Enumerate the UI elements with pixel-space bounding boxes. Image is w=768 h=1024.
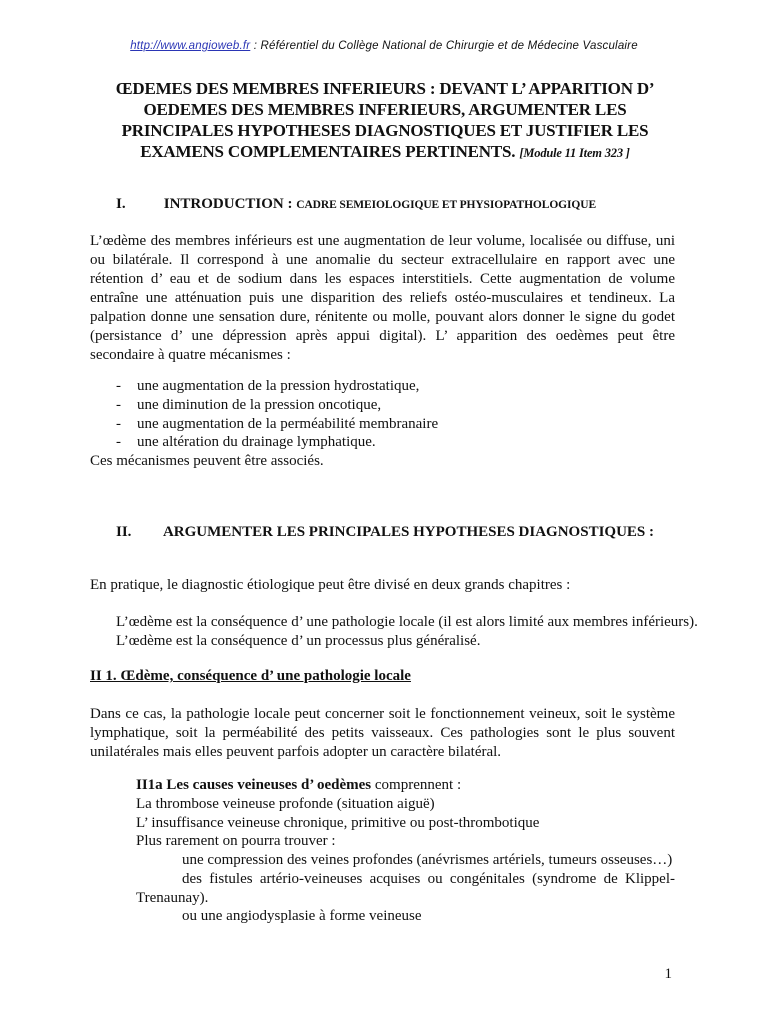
venous-sub-item-1: une compression des veines profondes (anévrismes artériels, tumeurs osseuses…) [182,852,673,868]
page-number: 1 [664,966,672,982]
venous-heading [136,777,461,794]
venous-item-1: La thrombose veineuse profonde (situation aiguë) [136,796,435,812]
section-2-title: ARGUMENTER LES PRINCIPALES HYPOTHESES DIAGNOSTIQUES : [162,524,655,540]
mechanism-item-3: une augmentation de la perméabilité membranaire [137,416,439,432]
chapter-item-1: L’œdème est la conséquence d’ une pathologie locale (il est alors limité aux membres inférieurs). [116,614,698,630]
mechanism-item-1: une augmentation de la pression hydrostatique, [137,378,420,394]
title-main: ŒDEMES DES MEMBRES INFERIEURS : DEVANT L’ APPARITION D’ OEDEMES DES MEMBRES INFERIEURS, ARGUMENTER LES PRINCIPALES HYPOTHESES DIAGNOSTIQUES ET JUSTIFIER LES EXAMENS COMPLEMENTAIRES PERTINENTS. [115,79,655,161]
list-dash: - [116,397,121,413]
list-dash: - [116,416,121,432]
page-header [0,40,768,52]
section-2-number: II. [116,524,132,540]
chapter-item-2: L’œdème est la conséquence d’ un processus plus généralisé. [116,633,481,649]
section-1-subtitle: CADRE SEMEIOLOGIQUE ET PHYSIOPATHOLOGIQUE [296,199,597,211]
section-2-intro: En pratique, le diagnostic étiologique peut être divisé en deux grands chapitres : [90,577,571,593]
mechanisms-closing: Ces mécanismes peuvent être associés. [90,453,324,469]
section-1-number: I. [116,196,126,212]
list-dash: - [116,378,121,394]
section-1-title: INTRODUCTION : [163,196,293,212]
venous-heading-rest: comprennent : [371,777,462,793]
subsection-paragraph: Dans ce cas, la pathologie locale peut concerner soit le fonctionnement veineux, soit le système lymphatique, soit la perméabilité des petits vaisseaux. Ces pathologies sont le plus souvent unilatérales mais elles peuvent parfois adopter un caractère bilatéral. [90,706,675,760]
venous-item-2: L’ insuffisance veineuse chronique, primitive ou post-thrombotique [136,815,540,831]
mechanism-item-4: une altération du drainage lymphatique. [137,434,376,450]
header-text: : Référentiel du Collège National de Chirurgie et de Médecine Vasculaire [250,40,638,52]
venous-sub-item-2: des fistules artério-veineuses acquises ou congénitales (syndrome de Klippel-Trenaunay). [136,871,675,906]
module-reference: [Module 11 Item 323 ] [519,146,630,160]
subsection-heading: II 1. Œdème, conséquence d’ une pathologie locale [90,668,411,684]
venous-sub-item-3: ou une angiodysplasie à forme veineuse [182,908,422,924]
venous-heading-bold: II1a Les causes veineuses d’ oedèmes [136,777,372,793]
section-1-heading [116,196,596,213]
site-link[interactable]: http://www.angioweb.fr [130,40,251,52]
intro-paragraph: L’œdème des membres inférieurs est une augmentation de leur volume, localisée ou diffuse, uni ou bilatérale. Il correspond à une anomalie du secteur extracellulaire en rapport avec une rétention d’ eau et de sodium dans les espaces interstitiels. Cette augmentation de volume entraîne une atténuation puis une disparition des reliefs ostéo-musculaires et tendineux. La palpation donne une sensation dure, rénitente ou molle, pouvant alors donner le signe du godet (persistance d’ une dépression après appui digital). L’ apparition des oedèmes peut être secondaire à quatre mécanismes : [90,233,675,363]
document-title [90,78,680,164]
section-2-heading [116,524,654,541]
mechanism-item-2: une diminution de la pression oncotique, [137,397,382,413]
venous-item-3: Plus rarement on pourra trouver : [136,833,336,849]
list-dash: - [116,434,121,450]
